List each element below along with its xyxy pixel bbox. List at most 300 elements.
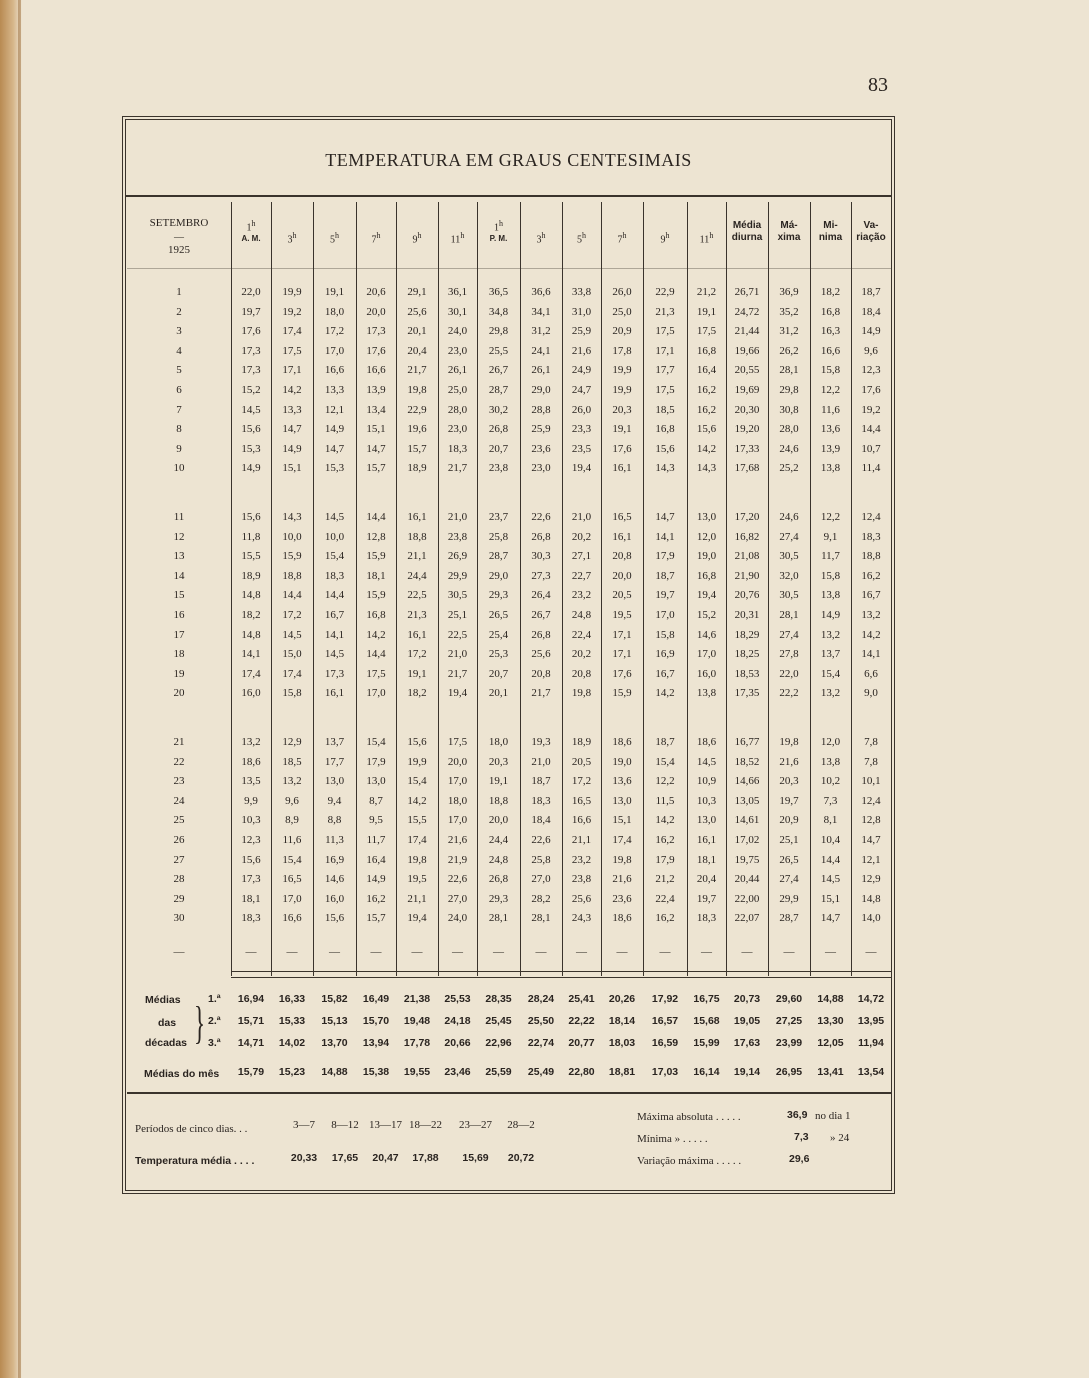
table-cell: 20,30: [734, 403, 760, 416]
averages-rule: [231, 977, 891, 978]
table-title: TEMPERATURA EM GRAUS CENTESIMAIS: [325, 150, 692, 170]
table-cell: 12,9: [282, 736, 302, 748]
table-cell: 26,1: [531, 364, 551, 377]
table-cell: 8,8: [327, 814, 342, 827]
table-cell: 19,20: [734, 423, 760, 436]
table-cell: 23,2: [571, 853, 592, 866]
table-cell: 23,2: [571, 589, 592, 602]
table-cell: 13,8: [820, 462, 841, 475]
table-cell: 18,6: [696, 736, 717, 748]
table-cell: 16,0: [324, 892, 345, 905]
decade-average-cell: 28,24: [527, 993, 555, 1005]
table-cell: 29,9: [779, 892, 799, 905]
table-cell: 26,8: [488, 873, 509, 886]
table-cell: 18,0: [447, 794, 468, 807]
month-average-cell: 26,95: [775, 1066, 803, 1078]
table-cell: 16,9: [324, 853, 345, 866]
table-cell: 22,5: [447, 628, 468, 641]
decade-average-cell: 25,41: [568, 993, 595, 1005]
table-cell: 16,1: [612, 462, 632, 475]
decade-average-cell: 20,77: [568, 1037, 595, 1049]
table-cell: 17,4: [282, 325, 302, 338]
table-cell: 17,6: [612, 667, 632, 680]
table-cell: 27,1: [571, 550, 592, 563]
table-cell: 21,2: [655, 873, 675, 886]
table-cell: 19,5: [612, 609, 632, 621]
table-cell: 14,7: [861, 834, 881, 846]
table-cell: 17,1: [612, 628, 632, 641]
day-label: 20: [173, 687, 185, 700]
table-cell: 13,8: [820, 589, 841, 602]
table-cell: 27,0: [447, 892, 468, 905]
table-cell: 28,2: [531, 892, 551, 905]
table-cell: 29,0: [488, 569, 509, 582]
table-cell: 17,9: [655, 550, 675, 563]
table-cell: 13,3: [324, 384, 345, 396]
table-cell: 29,3: [488, 892, 509, 905]
table-cell: 16,0: [241, 687, 261, 700]
table-cell: 20,5: [612, 589, 632, 602]
table-cell: 16,6: [366, 364, 386, 377]
table-cell: 19,6: [407, 423, 427, 436]
table-cell: —: [825, 946, 836, 958]
table-cell: 16,6: [282, 912, 302, 925]
table-cell: 12,1: [324, 403, 345, 416]
table-cell: 30,5: [447, 589, 468, 602]
table-cell: 22,5: [407, 589, 427, 602]
table-cell: 25,3: [488, 648, 509, 661]
month-average-cell: 17,03: [651, 1066, 679, 1078]
table-cell: 18,9: [407, 462, 427, 475]
table-cell: 26,2: [779, 344, 799, 357]
day-label: —: [173, 946, 185, 958]
table-cell: 20,0: [366, 305, 386, 318]
table-cell: 36,9: [779, 286, 799, 298]
table-cell: —: [245, 946, 257, 958]
table-cell: 16,3: [820, 325, 841, 338]
month-average-cell: 15,23: [278, 1066, 306, 1078]
hour-header: [687, 230, 726, 245]
table-cell: 28,0: [447, 403, 468, 416]
table-cell: 16,7: [655, 667, 675, 680]
table-cell: 18,25: [734, 648, 760, 661]
table-cell: 17,5: [282, 344, 302, 357]
table-cell: 9,6: [285, 794, 299, 807]
month-average-cell: 23,46: [444, 1066, 471, 1078]
table-cell: 10,9: [696, 775, 717, 788]
decade-average-cell: 18,14: [608, 1015, 636, 1027]
max-variation-label: Variação máxima . . . . .: [637, 1155, 742, 1167]
table-cell: 18,52: [734, 755, 760, 768]
table-cell: 19,1: [612, 423, 632, 436]
table-cell: 23,3: [571, 423, 592, 436]
table-cell: 18,9: [571, 736, 592, 748]
table-cell: 32,0: [779, 569, 799, 582]
table-cell: 19,0: [612, 755, 632, 768]
table-cell: 31,0: [571, 305, 592, 318]
table-cell: 20,3: [779, 775, 799, 788]
table-cell: 14,4: [366, 648, 386, 661]
table-cell: 27,0: [531, 873, 551, 886]
table-cell: 20,6: [366, 286, 386, 298]
table-cell: 21,7: [531, 687, 551, 700]
table-cell: 14,9: [324, 423, 345, 436]
absolute-max-value: 36,9: [787, 1109, 808, 1121]
decade-average-cell: 23,99: [775, 1037, 803, 1049]
table-cell: 18,53: [734, 667, 760, 680]
table-cell: 10,1: [861, 775, 881, 788]
table-cell: 36,5: [488, 286, 509, 298]
table-cell: 18,3: [861, 530, 881, 543]
table-cell: 25,8: [488, 530, 509, 543]
table-cell: 34,1: [531, 305, 551, 318]
table-cell: 14,4: [861, 423, 881, 436]
table-cell: 14,8: [861, 892, 881, 905]
table-cell: 18,5: [282, 755, 302, 768]
table-cell: 28,7: [488, 384, 509, 396]
table-cell: 16,1: [324, 687, 345, 700]
table-cell: —: [576, 946, 587, 958]
table-cell: 19,9: [282, 286, 302, 298]
table-cell: 24,8: [571, 609, 592, 621]
table-cell: 16,1: [407, 511, 427, 523]
hour-number: 5: [577, 234, 582, 246]
table-cell: 19,66: [734, 344, 760, 357]
decade-average-cell: 15,99: [693, 1037, 720, 1049]
table-cell: 25,1: [779, 834, 799, 846]
table-cell: 14,9: [861, 325, 881, 338]
decade-average-cell: 16,59: [651, 1037, 679, 1049]
table-cell: 17,5: [655, 325, 675, 338]
table-cell: 18,1: [696, 853, 717, 866]
decade-average-cell: 13,70: [321, 1037, 348, 1049]
table-cell: 17,0: [655, 609, 675, 621]
decade-average-cell: 22,22: [568, 1015, 595, 1027]
hour-suffix: h: [251, 219, 256, 228]
table-cell: 23,7: [488, 511, 509, 523]
table-cell: 18,8: [861, 550, 881, 563]
month-average-cell: 13,41: [817, 1066, 844, 1078]
table-cell: 20,0: [488, 814, 509, 827]
table-cell: 20,8: [571, 667, 592, 680]
table-cell: 19,8: [407, 853, 427, 866]
table-cell: 14,6: [324, 873, 345, 886]
absolute-min-value: 7,3: [794, 1131, 809, 1143]
table-cell: 30,5: [779, 589, 799, 602]
table-cell: 15,5: [241, 550, 261, 563]
year-label: 1925: [168, 244, 190, 256]
hour-suffix: h: [541, 231, 546, 240]
hour-number: 3: [287, 234, 293, 246]
table-cell: 29,8: [488, 325, 509, 338]
day-label: 22: [173, 755, 185, 768]
hour-suffix: h: [709, 231, 714, 240]
table-cell: 14,1: [324, 628, 345, 641]
table-cell: 20,4: [696, 873, 717, 886]
hour-suffix: h: [460, 231, 465, 240]
table-cell: 13,6: [612, 775, 632, 788]
minima-header-line1: Mi-: [823, 220, 838, 231]
table-cell: 22,6: [531, 511, 551, 523]
table-cell: 15,6: [324, 912, 345, 925]
table-cell: 16,2: [655, 912, 675, 925]
table-cell: 25,6: [407, 305, 427, 318]
table-cell: —: [659, 946, 671, 958]
table-cell: 20,5: [571, 755, 592, 768]
table-cell: 17,2: [282, 609, 302, 621]
day-label: 28: [173, 873, 185, 886]
table-cell: 19,9: [612, 384, 632, 396]
table-cell: 22,4: [571, 628, 592, 641]
table-cell: 18,0: [488, 736, 509, 748]
table-cell: 15,9: [366, 550, 386, 563]
table-cell: 14,7: [324, 442, 345, 455]
table-cell: 22,4: [655, 892, 675, 905]
table-cell: 17,7: [324, 755, 345, 768]
minima-header-line2: nima: [818, 232, 843, 243]
table-cell: 13,0: [696, 814, 717, 827]
hour-number: 7: [371, 234, 377, 246]
table-cell: 14,3: [696, 462, 717, 475]
decade-brace: }: [194, 997, 206, 1048]
day-label: 11: [173, 511, 185, 523]
month-label: SETEMBRO: [149, 217, 209, 229]
table-cell: 9,1: [823, 530, 838, 543]
table-cell: 28,7: [779, 912, 799, 925]
month-average-cell: 25,49: [527, 1066, 555, 1078]
day-label: 30: [173, 912, 185, 925]
table-cell: 22,7: [571, 569, 592, 582]
decade-average-cell: 17,92: [651, 993, 679, 1005]
table-cell: 26,5: [488, 609, 509, 621]
table-cell: 15,1: [612, 814, 632, 827]
table-cell: 14,4: [820, 853, 841, 866]
hour-header: [313, 230, 356, 245]
table-cell: 14,4: [366, 511, 386, 523]
table-cell: 19,8: [407, 384, 427, 396]
table-cell: 28,0: [779, 423, 799, 436]
table-cell: 14,0: [861, 912, 881, 925]
day-label: 18: [173, 648, 185, 661]
table-cell: 13,0: [324, 775, 345, 788]
month-dash: —: [174, 232, 184, 243]
table-cell: 17,6: [366, 344, 386, 357]
hour-suffix: h: [335, 231, 339, 240]
decade-mark: 2.ª: [208, 1015, 221, 1027]
hour-header: [438, 230, 477, 245]
hour-suffix: h: [292, 231, 297, 240]
table-cell: 17,7: [655, 364, 675, 377]
table-cell: —: [329, 946, 340, 958]
table-cell: 25,5: [488, 344, 509, 357]
table-cell: 24,1: [531, 344, 551, 357]
table-cell: 14,4: [282, 589, 302, 602]
month-average-cell: 18,81: [608, 1066, 636, 1078]
table-cell: 17,5: [696, 325, 717, 338]
table-cell: 15,9: [282, 550, 302, 563]
table-cell: 21,08: [734, 550, 760, 563]
table-cell: 18,6: [612, 736, 632, 748]
table-cell: 36,1: [447, 286, 468, 298]
table-cell: 15,1: [282, 462, 302, 475]
table-cell: 14,9: [366, 873, 386, 886]
table-cell: 25,1: [447, 609, 468, 621]
table-cell: 17,6: [241, 325, 261, 338]
table-cell: 30,5: [779, 550, 799, 563]
table-cell: 33,8: [571, 286, 592, 298]
table-cell: 26,7: [531, 609, 551, 621]
variacao-header-line2: riação: [856, 232, 886, 243]
table-cell: 9,6: [864, 344, 878, 357]
table-cell: 14,5: [282, 628, 302, 641]
table-cell: 14,9: [820, 609, 841, 621]
table-cell: 23,6: [531, 442, 551, 455]
table-cell: 13,2: [820, 628, 841, 641]
table-cell: 18,29: [734, 628, 760, 641]
table-cell: 19,1: [696, 305, 717, 318]
table-cell: 23,0: [447, 344, 468, 357]
table-cell: 26,8: [531, 530, 551, 543]
table-cell: 15,4: [282, 853, 302, 866]
table-cell: 26,0: [571, 403, 592, 416]
day-label: 26: [173, 834, 185, 846]
table-cell: 10,0: [324, 530, 345, 543]
table-cell: 17,4: [241, 667, 261, 680]
table-cell: 17,02: [734, 834, 760, 846]
table-cell: 26,1: [447, 364, 468, 377]
day-label: 23: [173, 775, 185, 788]
day-label: 17: [173, 628, 185, 641]
table-cell: 18,9: [241, 569, 261, 582]
absolute-max-label: Máxima absoluta . . . . .: [637, 1111, 741, 1123]
hour-suffix: h: [582, 231, 586, 240]
table-cell: 12,4: [861, 794, 881, 807]
table-cell: 23,0: [447, 423, 468, 436]
table-cell: 14,5: [324, 511, 345, 523]
table-cell: 15,1: [366, 423, 386, 436]
table-cell: 23,5: [571, 442, 592, 455]
table-cell: 18,0: [324, 305, 345, 318]
decade-average-cell: 21,38: [403, 993, 431, 1005]
table-cell: 15,4: [407, 775, 427, 788]
month-average-cell: 16,14: [693, 1066, 720, 1078]
table-cell: 21,1: [407, 892, 427, 905]
table-cell: 16,8: [696, 344, 717, 357]
period-mean-value: 17,88: [412, 1152, 439, 1164]
table-cell: 28,1: [531, 912, 551, 925]
table-cell: 21,6: [447, 834, 468, 846]
table-cell: 22,0: [779, 667, 799, 680]
media-diurna-header-line1: Média: [732, 220, 762, 231]
table-cell: 12,8: [366, 530, 386, 543]
table-cell: 18,1: [241, 892, 261, 905]
table-cell: 21,7: [407, 364, 427, 377]
table-cell: 24,9: [571, 364, 592, 377]
table-cell: 24,72: [734, 305, 760, 318]
table-cell: 17,3: [324, 667, 345, 680]
table-cell: 10,2: [820, 775, 841, 788]
table-cell: 16,82: [734, 530, 760, 543]
table-cell: 31,2: [779, 325, 799, 338]
absolute-min-day: » 24: [830, 1132, 850, 1144]
table-cell: 12,1: [861, 853, 881, 866]
table-cell: 10,3: [241, 814, 261, 827]
decade-average-cell: 25,45: [485, 1015, 512, 1027]
period-marker: P. M.: [489, 234, 508, 244]
table-cell: 15,4: [366, 736, 386, 748]
table-cell: 12,2: [820, 511, 841, 523]
decade-average-cell: 17,63: [733, 1037, 761, 1049]
day-label: 29: [173, 892, 185, 905]
table-cell: 19,9: [407, 755, 427, 768]
decade-average-cell: 19,05: [733, 1015, 761, 1027]
decade-average-cell: 25,53: [444, 993, 471, 1005]
table-cell: 12,2: [655, 775, 675, 788]
table-cell: 21,90: [734, 569, 760, 582]
table-cell: 15,6: [407, 736, 427, 748]
table-cell: 16,0: [696, 667, 717, 680]
header-rule: [127, 268, 891, 269]
table-cell: 19,8: [612, 853, 632, 866]
decade-mark: 3.ª: [208, 1037, 221, 1049]
table-cell: 15,7: [407, 442, 427, 455]
table-cell: 30,1: [447, 305, 468, 318]
table-cell: 21,6: [612, 873, 632, 886]
table-cell: 18,2: [407, 687, 427, 700]
table-cell: 26,9: [447, 550, 468, 563]
table-cell: 26,71: [734, 286, 760, 298]
table-cell: 20,2: [571, 530, 592, 543]
table-cell: 14,7: [655, 511, 675, 523]
variacao-header-line1: Va-: [863, 220, 879, 231]
table-cell: 19,4: [407, 912, 427, 925]
table-cell: 16,77: [734, 736, 760, 748]
table-cell: 29,9: [447, 569, 468, 582]
period-mean-value: 20,47: [372, 1152, 399, 1164]
table-cell: 15,6: [241, 853, 261, 866]
table-cell: 19,7: [241, 305, 261, 318]
table-cell: 19,5: [407, 873, 427, 886]
table-cell: 18,7: [655, 736, 675, 748]
table-cell: 25,0: [612, 305, 632, 318]
table-cell: 17,6: [612, 442, 632, 455]
table-cell: 13,2: [820, 687, 841, 700]
day-label: 21: [173, 736, 185, 748]
table-cell: 16,6: [571, 814, 592, 827]
table-cell: 26,8: [531, 628, 551, 641]
table-cell: 21,1: [407, 550, 427, 563]
decade-average-cell: 15,33: [278, 1015, 306, 1027]
table-cell: 20,0: [612, 569, 632, 582]
table-cell: 14,1: [861, 648, 881, 661]
table-cell: 6,6: [864, 667, 878, 680]
table-cell: 20,55: [734, 364, 760, 377]
table-cell: 17,3: [366, 325, 386, 338]
decade-average-cell: 12,05: [817, 1037, 844, 1049]
decade-average-cell: 19,48: [403, 1015, 431, 1027]
table-cell: 17,1: [655, 344, 675, 357]
hour-suffix: h: [376, 231, 381, 240]
table-cell: 14,3: [655, 462, 675, 475]
day-label: 4: [176, 344, 182, 357]
table-cell: 18,3: [324, 569, 345, 582]
table-cell: 17,0: [447, 814, 468, 827]
month-average-cell: 19,55: [403, 1066, 431, 1078]
table-cell: 14,5: [241, 403, 261, 416]
table-cell: 14,9: [241, 462, 261, 475]
table-cell: 15,8: [282, 687, 302, 700]
table-cell: 16,8: [366, 609, 386, 621]
